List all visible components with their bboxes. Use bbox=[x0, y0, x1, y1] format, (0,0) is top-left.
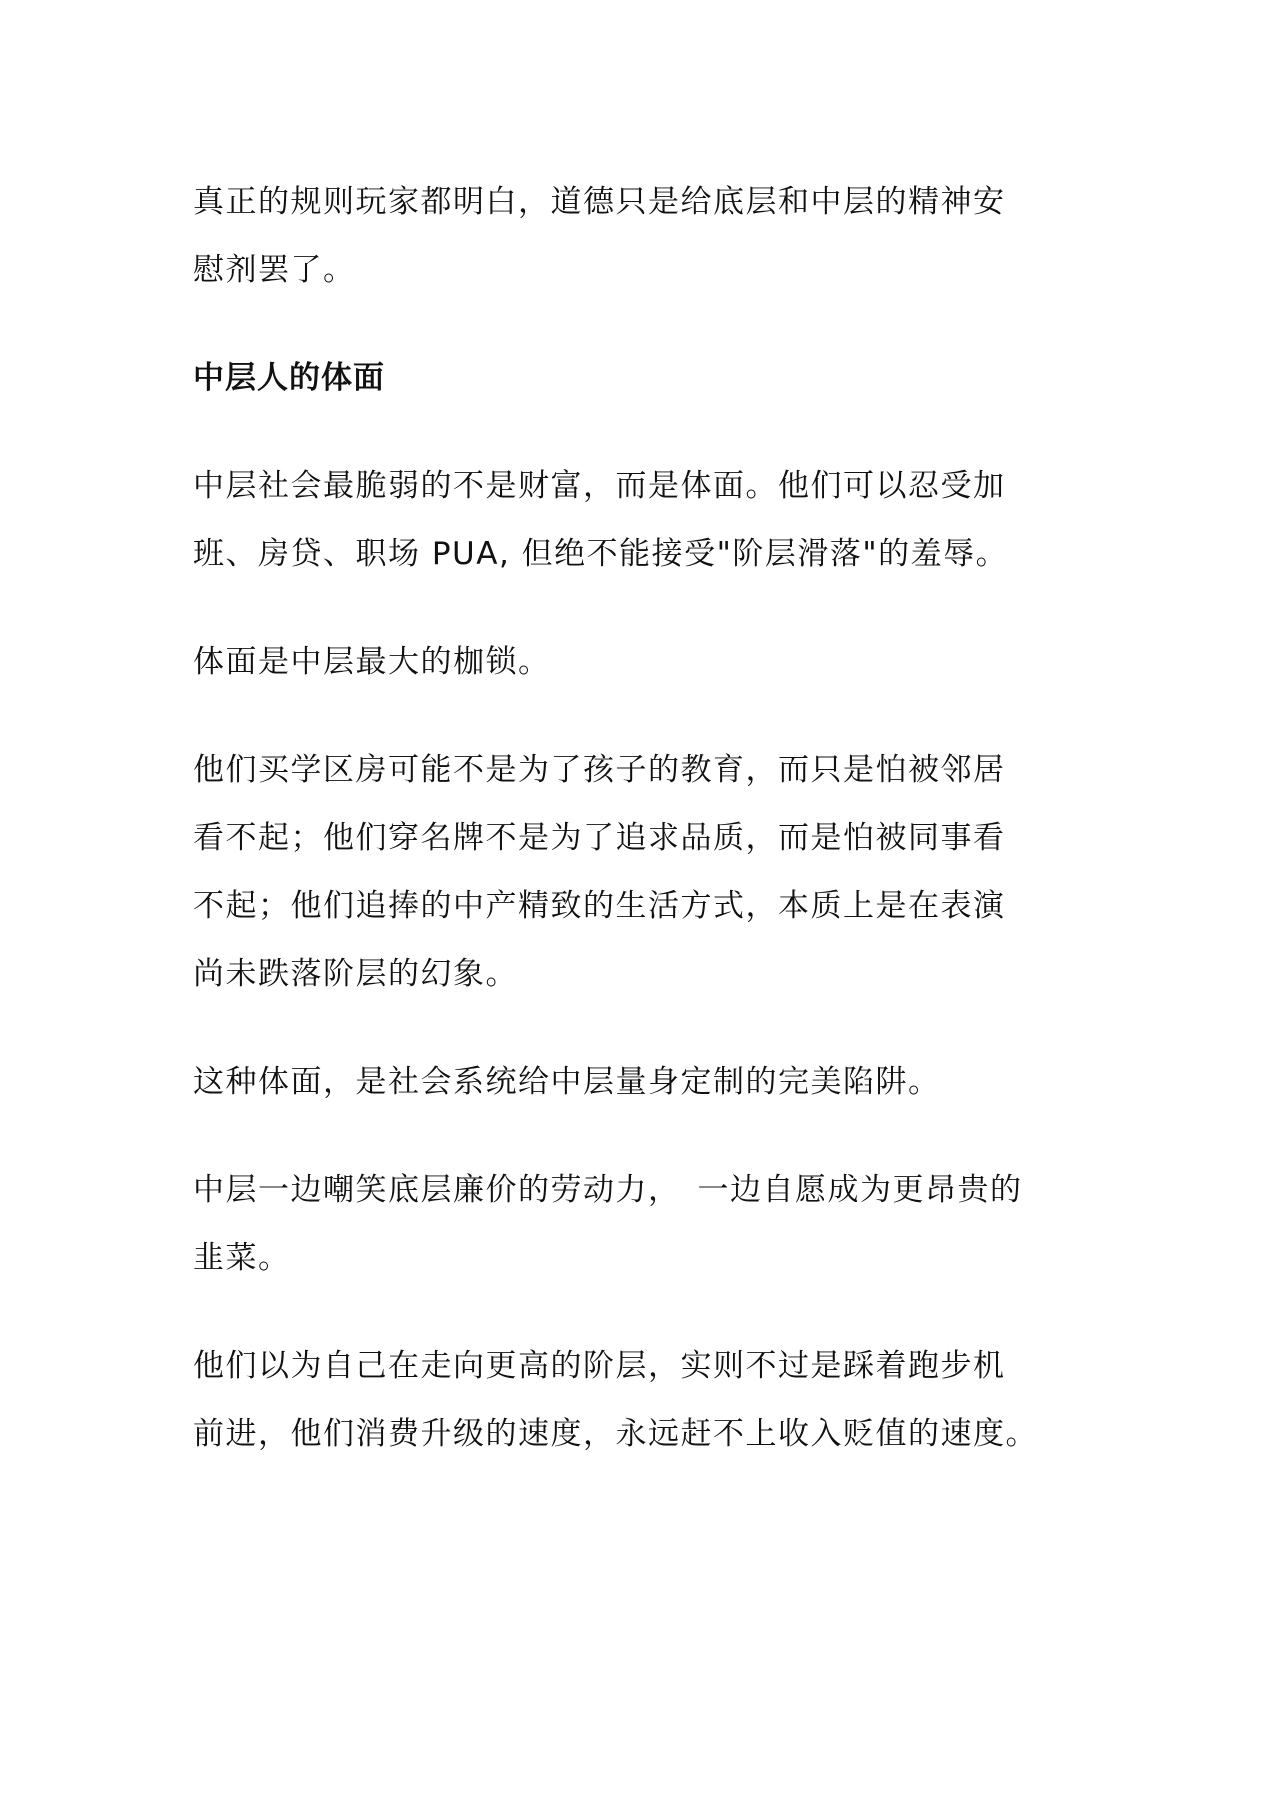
paragraph-line: 这种体面，是社会系统给中层量身定制的完美陷阱。 bbox=[193, 1064, 941, 1100]
paragraph-line: 中层社会最脆弱的不是财富，而是体面。他们可以忍受加 bbox=[193, 468, 1006, 504]
document-page bbox=[193, 168, 1093, 1468]
paragraph-4 bbox=[193, 736, 1093, 1008]
paragraph-2 bbox=[193, 452, 1093, 588]
paragraph-line: 尚未跌落阶层的幻象。 bbox=[193, 956, 518, 992]
paragraph-3 bbox=[193, 628, 1093, 696]
paragraph-line: 他们买学区房可能不是为了孩子的教育，而只是怕被邻居 bbox=[193, 752, 1006, 788]
paragraph-line: 真正的规则玩家都明白，道德只是给底层和中层的精神安 bbox=[193, 184, 1006, 220]
paragraph-6 bbox=[193, 1156, 1093, 1292]
paragraph-line: 慰剂罢了。 bbox=[193, 252, 356, 288]
paragraph-line: 体面是中层最大的枷锁。 bbox=[193, 644, 551, 680]
paragraph-5 bbox=[193, 1048, 1093, 1116]
paragraph-1 bbox=[193, 168, 1093, 304]
paragraph-line: 前进，他们消费升级的速度，永远赶不上收入贬值的速度。 bbox=[193, 1416, 1038, 1452]
paragraph-line: 中层一边嘲笑底层廉价的劳动力， 一边自愿成为更昂贵的 bbox=[193, 1172, 1023, 1208]
paragraph-line: 他们以为自己在走向更高的阶层，实则不过是踩着跑步机 bbox=[193, 1348, 1006, 1384]
section-heading: 中层人的体面 bbox=[193, 360, 385, 396]
paragraph-line: 看不起；他们穿名牌不是为了追求品质，而是怕被同事看 bbox=[193, 820, 1006, 856]
paragraph-line: 班、房贷、职场 PUA, 但绝不能接受"阶层滑落"的羞辱。 bbox=[193, 536, 1009, 572]
paragraph-7 bbox=[193, 1332, 1093, 1468]
paragraph-line: 韭菜。 bbox=[193, 1240, 291, 1276]
paragraph-line: 不起；他们追捧的中产精致的生活方式，本质上是在表演 bbox=[193, 888, 1006, 924]
